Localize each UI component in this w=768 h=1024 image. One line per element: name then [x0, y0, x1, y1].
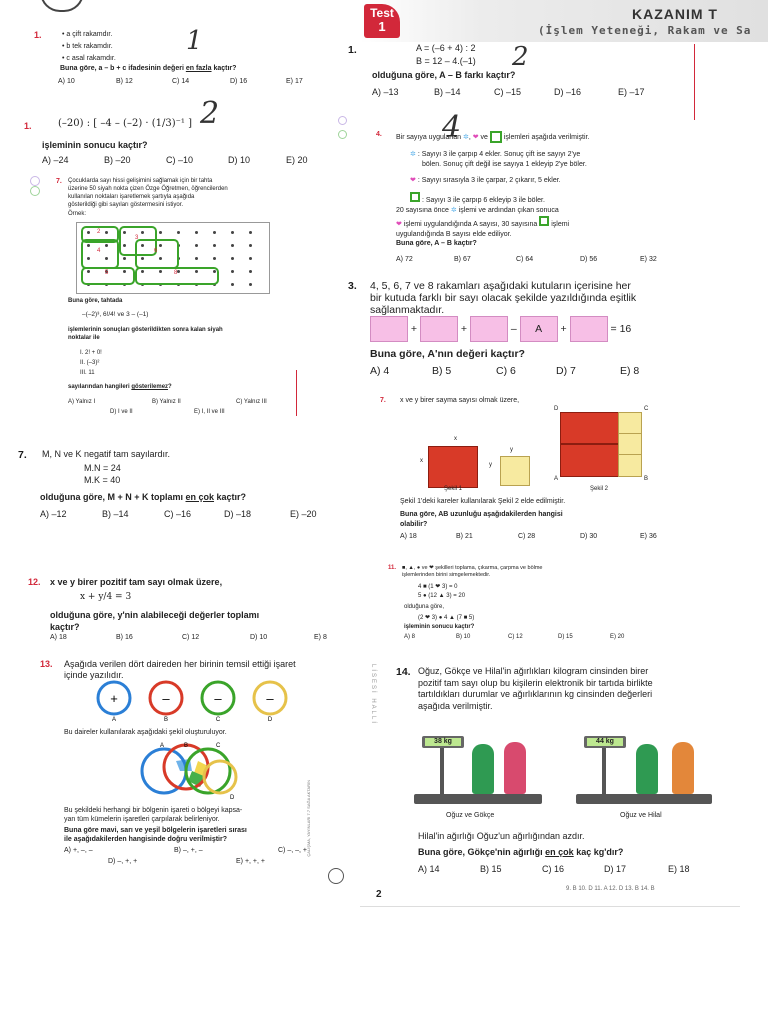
item-list — [80, 348, 102, 378]
option-c[interactable]: C) –10 — [166, 155, 194, 165]
answer-options — [400, 533, 657, 540]
decor-icon — [338, 116, 347, 125]
question-number: 7. — [380, 397, 386, 404]
option-d[interactable]: D) –, +, + — [108, 858, 138, 865]
option-d[interactable]: D) 7 — [556, 365, 576, 377]
scale-1 — [414, 736, 542, 810]
circle-sign: – — [266, 691, 274, 706]
grid-dot — [231, 257, 234, 260]
option-e[interactable]: E) +, +, + — [236, 858, 265, 865]
option-a[interactable]: A) 18 — [400, 533, 417, 540]
answer-options — [42, 155, 308, 165]
question-text: Buna göre, a – b + c ifadesinin değeri en fazla kaçtır? — [60, 65, 237, 72]
math-expression: (–20) : [ –4 – (–2) · (1/3)⁻¹ ] — [58, 118, 193, 129]
child-figure — [636, 744, 658, 794]
test-badge — [364, 4, 400, 38]
answer-options — [108, 858, 265, 865]
question-number: 4. — [376, 131, 382, 138]
scale-display: 38 kg — [425, 738, 461, 746]
option-d[interactable]: D) 17 — [604, 864, 627, 874]
green-square-icon — [410, 192, 420, 202]
grid-dot — [231, 270, 234, 273]
option-c[interactable]: C) 64 — [516, 256, 534, 263]
option-b[interactable]: B) 21 — [456, 533, 473, 540]
rule-item: : Sayıyı 3 ile çarpıp 6 ekleyip 3 ile böler. — [410, 192, 587, 206]
handwritten-mark: 2 — [512, 42, 529, 72]
dot-group — [135, 267, 219, 285]
option-d[interactable]: D) 16 — [230, 78, 248, 85]
option-c[interactable]: C) –, –, + — [278, 847, 307, 854]
equation-list — [418, 583, 465, 601]
option-c[interactable]: C) Yalnız III — [236, 399, 267, 405]
question-text: Bu daireler kullanılarak aşağıdaki şekil oluşturuluyor. — [64, 729, 227, 736]
corner-label: C — [644, 406, 649, 412]
question-text: işlemlerinin sonuçları gösterildikten sonra kalan siyah noktalar ile — [68, 327, 223, 341]
page-divider — [296, 370, 297, 416]
answer-options — [58, 78, 303, 85]
question-number: 1. — [348, 44, 357, 56]
option-b[interactable]: B) 12 — [116, 78, 133, 85]
dot-group-label: 6 — [154, 248, 158, 254]
equation: A = (–6 + 4) : 2 — [416, 43, 476, 53]
answer-options — [418, 864, 690, 874]
question-text: Çocuklarda sayı hissi gelişimini sağlamak için bir tahta üzerine 50 siyah nokta çizen Özge Öğretmen, öğrencilerden kullanılan noktaları işaretlemek şartıyla aşağıda gösterildiği gibi sayıları göstermesini istiyor. — [68, 178, 228, 208]
question-text: Buna göre, A – B kaçtır? — [396, 240, 477, 247]
pink-heart-icon: ❤ — [396, 221, 402, 228]
grid-dot — [249, 283, 252, 286]
question-text: 4, 5, 6, 7 ve 8 rakamları aşağıdaki kutuların içerisine her bir kutuda farklı bir sayı olacak şekilde yazıldığında eşitlik sağlanmaktadır. — [370, 280, 637, 316]
test-number: 1 — [378, 19, 386, 34]
equation: B = 12 – 4.(–1) — [416, 56, 476, 66]
circle-sign: – — [162, 691, 170, 706]
answer-options — [68, 399, 267, 405]
question-text: Buna göre mavi, sarı ve yeşil bölgelerin işaretleri sırası ile aşağıdakilerden hangisinde doğru verilmiştir? — [64, 827, 247, 843]
option-a[interactable]: A) +, –, – — [64, 847, 93, 854]
option-a[interactable]: A) –24 — [42, 155, 69, 165]
equation: M.N = 24 — [84, 463, 121, 473]
option-b[interactable]: B) Yalnız II — [152, 399, 181, 405]
option-b[interactable]: B) –, +, – — [174, 847, 203, 854]
option-a[interactable]: A) Yalnız I — [68, 399, 96, 405]
four-circles-figure — [84, 680, 298, 722]
question-number: 7. — [18, 449, 27, 461]
option-a[interactable]: A) 14 — [418, 864, 440, 874]
option-e[interactable]: E) 8 — [314, 634, 327, 641]
scale-display: 44 kg — [587, 738, 623, 746]
grid-dot — [249, 244, 252, 247]
option-b[interactable]: B) 67 — [454, 256, 471, 263]
page-number: 2 — [376, 889, 382, 900]
figure-caption: Oğuz ve Gökçe — [446, 812, 495, 819]
header-title: KAZANIM T — [632, 6, 718, 22]
side-vertical-text: LİSESİ HALLİ — [370, 664, 376, 726]
option-a[interactable]: A) 8 — [404, 634, 416, 640]
label-x: x — [420, 458, 423, 464]
option-a[interactable]: A) –13 — [372, 87, 399, 97]
label-y: y — [510, 447, 513, 453]
grid-dot — [249, 231, 252, 234]
option-e[interactable]: E) –20 — [290, 509, 317, 519]
empty-box[interactable] — [470, 316, 508, 342]
question-intro: Bir sayıya uygulanan ✲, ❤ ve işlemleri aşağıda verilmiştir. — [396, 131, 589, 143]
answer-options — [50, 634, 327, 641]
answer-options — [404, 634, 624, 640]
yellow-square-y — [500, 456, 530, 486]
question-text: Buna göre, AB uzunluğu aşağıdakilerden hangisi olabilir? — [400, 511, 563, 528]
blue-star-icon: ✲ — [462, 133, 469, 141]
dot-group-label: 2 — [97, 228, 101, 235]
option-a[interactable]: A) –12 — [40, 509, 67, 519]
rule-item: ✲ : Sayıyı 3 ile çarpıp 4 ekler. Sonuç çift ise sayıyı 2'ye — [410, 151, 581, 158]
dot-group — [81, 267, 135, 285]
publisher-logo-icon — [328, 868, 344, 884]
green-square-icon — [490, 131, 502, 143]
circle-label: B — [163, 717, 169, 722]
grid-dot — [123, 257, 126, 260]
list-item: I. 2! + 0! — [80, 350, 102, 356]
grid-dot — [159, 231, 162, 234]
option-e[interactable]: E) 17 — [286, 78, 303, 85]
scale-2 — [576, 736, 712, 810]
dot-group — [81, 239, 119, 269]
list-item: II. (–3)² — [80, 360, 100, 366]
option-e[interactable]: E) 32 — [640, 256, 657, 263]
question-number: 7. — [56, 178, 62, 185]
equation-boxes: + + – A + = 16 — [370, 316, 631, 342]
option-c[interactable]: C) –16 — [164, 509, 192, 519]
decor-arc — [40, 0, 84, 12]
circle-sign: – — [214, 691, 222, 706]
circle-label: C — [215, 717, 221, 722]
green-square-icon — [539, 216, 549, 226]
question-number: 1. — [24, 121, 32, 131]
option-c[interactable]: C) 6 — [496, 365, 516, 377]
option-c[interactable]: C) 28 — [518, 533, 536, 540]
region-label: A — [160, 743, 165, 749]
handwritten-mark: 2 — [200, 96, 220, 131]
handwritten-mark: 4 — [442, 110, 462, 145]
rule-list — [410, 150, 587, 206]
rule-item: bölen. Sonuç çift değil ise sayıya 1 ekleyip 2'ye böler. — [422, 161, 587, 168]
option-c[interactable]: C) 12 — [508, 634, 523, 640]
handwritten-mark: 1 — [186, 26, 203, 56]
empty-box[interactable] — [570, 316, 608, 342]
grid-dot — [195, 231, 198, 234]
option-c[interactable]: C) 14 — [172, 78, 190, 85]
red-square-x — [428, 446, 478, 488]
section-divider — [360, 906, 740, 907]
box-a[interactable]: A — [520, 316, 558, 342]
rule-item: ❤ : Sayıyı sırasıyla 3 ile çarpar, 2 çıkarır, 5 ekler. — [410, 177, 561, 184]
option-e[interactable]: E) 20 — [286, 155, 308, 165]
question-text: Hilal'in ağırlığı Oğuz'un ağırlığından azdır. — [418, 831, 585, 841]
question-number: 1. — [34, 30, 42, 40]
label-x: x — [454, 436, 457, 442]
answer-options — [372, 87, 645, 97]
side-vertical-text: ÇALIŞMA, YAYINLARI 7.7 SAĞA AKTARIN — [306, 780, 311, 857]
region-label: D — [230, 795, 235, 801]
figure-caption: Oğuz ve Hilal — [620, 812, 662, 819]
figure-caption: Şekil 2 — [590, 486, 609, 492]
option-d[interactable]: D) 10 — [228, 155, 251, 165]
option-b[interactable]: B) 5 — [432, 365, 452, 377]
grid-dot — [213, 257, 216, 260]
grid-dot — [231, 244, 234, 247]
option-e[interactable]: E) 8 — [620, 365, 640, 377]
grid-dot — [195, 257, 198, 260]
dot-group — [135, 239, 179, 269]
decor-icon — [30, 176, 40, 186]
option-e[interactable]: E) 18 — [668, 864, 690, 874]
decor-icon — [338, 130, 347, 139]
child-figure — [504, 742, 526, 794]
option-d[interactable]: D) –18 — [224, 509, 252, 519]
question-text: Bu şekildeki herhangi bir bölgenin işareti o bölgeyi kapsa- yan tüm kümelerin işaretleri çarpılarak belirleniyor. — [64, 807, 243, 823]
grid-dot — [231, 283, 234, 286]
dot-group-label: 4 — [97, 248, 101, 254]
empty-box[interactable] — [420, 316, 458, 342]
option-c[interactable]: C) 16 — [542, 864, 565, 874]
grid-dot — [213, 244, 216, 247]
equation-result: = 16 — [610, 322, 632, 335]
math-expression: (2 ❤ 3) ● 4 ▲ (7 ■ 5) — [418, 615, 475, 621]
circle-label: A — [111, 717, 117, 722]
question-intro: x ve y birer pozitif tam sayı olmak üzere, — [50, 577, 223, 587]
option-d[interactable]: D) 56 — [580, 256, 598, 263]
option-a[interactable]: A) 4 — [370, 365, 390, 377]
grid-dot — [249, 270, 252, 273]
answer-options — [396, 256, 657, 263]
question-text: olduğuna göre, y'nin alabileceği değerler toplamı kaçtır? — [50, 610, 260, 632]
list-item: • a çift rakamdır. — [62, 31, 113, 38]
corner-label: B — [644, 476, 649, 482]
question-number: 11. — [388, 565, 397, 571]
dot-group-label: 5 — [105, 270, 109, 276]
option-d[interactable]: D) I ve II — [110, 409, 133, 415]
region-label: C — [216, 743, 221, 749]
question-text: işleminin sonucu kaçtır? — [404, 624, 475, 630]
option-a[interactable]: A) 18 — [50, 634, 67, 641]
question-text: Buna göre, A'nın değeri kaçtır? — [370, 348, 525, 360]
dot-group-label: 8 — [174, 270, 178, 276]
region-label: B — [184, 743, 189, 749]
equation: 4 ■ (1 ❤ 3) = 0 — [418, 584, 458, 590]
child-figure — [672, 742, 694, 794]
answer-options — [64, 847, 307, 854]
grid-dot — [231, 231, 234, 234]
option-d[interactable]: D) –16 — [554, 87, 582, 97]
option-e[interactable]: E) –17 — [618, 87, 645, 97]
grid-dot — [249, 257, 252, 260]
option-b[interactable]: B) –14 — [434, 87, 461, 97]
circle-sign: + — [110, 691, 118, 706]
grid-dot — [195, 244, 198, 247]
figure-caption: Şekil 1 — [444, 486, 463, 492]
option-b[interactable]: B) 16 — [116, 634, 133, 641]
blue-star-icon: ✲ — [450, 207, 457, 214]
option-d[interactable]: D) 30 — [580, 533, 598, 540]
pink-heart-icon: ❤ — [472, 133, 479, 141]
pink-heart-icon: ❤ — [410, 177, 416, 184]
list-item: • c asal rakamdır. — [62, 55, 116, 62]
list-item: III. 11 — [80, 370, 95, 376]
grid-dot — [213, 231, 216, 234]
header-subtitle: (İşlem Yeteneği, Rakam ve Sa — [538, 24, 752, 37]
question-text: Oğuz, Gökçe ve Hilal'in ağırlıkları kilogram cinsinden birer pozitif tam sayı olup bu kişilerin elektronik bir tartıda birlikte tartıldıkları durumlar ve ağırlıklarının kg cinsinden değerleri aşağıda verilmiştir. — [418, 666, 653, 711]
test-label: Test — [370, 6, 394, 20]
example-label: Örnek: — [68, 211, 87, 217]
circle-label: D — [267, 717, 273, 722]
math-expression: x + y/4 = 3 — [80, 592, 132, 602]
child-figure — [472, 744, 494, 794]
list-item: • b tek rakamdır. — [62, 43, 113, 50]
question-text: 20 sayısına önce ✲ işlemi ve ardından çıkan sonuca ❤ işlemi uygulandığında A sayısı, 30 sayısına işlemi uygulandığında B sayısı elde ediliyor. — [396, 207, 570, 238]
question-number: 12. — [28, 577, 41, 587]
option-a[interactable]: A) 72 — [396, 256, 413, 263]
dot-group-label: 3 — [135, 235, 139, 241]
question-text: Buna göre, tahtada — [68, 298, 123, 304]
option-a[interactable]: A) 10 — [58, 78, 75, 85]
option-b[interactable]: B) 10 — [456, 634, 471, 640]
option-d[interactable]: D) 10 — [250, 634, 268, 641]
question-text: olduğuna göre, M + N + K toplamı en çok kaçtır? — [40, 492, 247, 502]
option-e[interactable]: E) I, II ve III — [194, 409, 225, 415]
grid-dot — [177, 231, 180, 234]
corner-label: A — [554, 476, 559, 482]
option-b[interactable]: B) –20 — [104, 155, 131, 165]
option-e[interactable]: E) 20 — [610, 634, 625, 640]
option-c[interactable]: C) –15 — [494, 87, 522, 97]
corner-label: D — [554, 406, 559, 412]
answer-options — [370, 365, 639, 377]
dot-grid-board — [76, 222, 270, 294]
option-e[interactable]: E) 36 — [640, 533, 657, 540]
option-c[interactable]: C) 12 — [182, 634, 200, 641]
math-expression: –(–2)³, 6!/4! ve 3 – (–1) — [82, 311, 149, 318]
empty-box[interactable] — [370, 316, 408, 342]
question-text: Buna göre, Gökçe'nin ağırlığı en çok kaç kg'dır? — [418, 847, 624, 857]
answer-options — [40, 509, 317, 519]
label-y: y — [489, 462, 492, 468]
answer-options — [110, 409, 225, 415]
overlapping-circles-figure — [136, 741, 246, 801]
question-text: işleminin sonucu kaçtır? — [42, 140, 148, 150]
option-b[interactable]: B) 15 — [480, 864, 502, 874]
equation: M.K = 40 — [84, 475, 121, 485]
decor-icon — [30, 186, 40, 196]
question-text: sayılarından hangileri gösterilemez? — [68, 384, 172, 390]
question-intro: Aşağıda verilen dört daireden her birinin temsil ettiği işaret içinde yazılıdır. — [64, 659, 296, 680]
question-intro: x ve y birer sayma sayısı olmak üzere, — [400, 397, 520, 404]
question-intro: ■, ▲, ● ve ❤ şekilleri toplama, çıkarma, çarpma ve bölme işlemlerinden birini simgelemektedir. — [402, 565, 543, 578]
question-text: olduğuna göre, A – B farkı kaçtır? — [372, 70, 516, 80]
question-text: Şekil 1'deki kareler kullanılarak Şekil 2 elde edilmiştir. — [400, 498, 566, 505]
page-divider — [694, 44, 695, 120]
bullet-list — [62, 29, 116, 65]
option-b[interactable]: B) –14 — [102, 509, 129, 519]
question-intro: M, N ve K negatif tam sayılardır. — [42, 449, 171, 459]
option-d[interactable]: D) 15 — [558, 634, 573, 640]
question-text: olduğuna göre, — [404, 604, 445, 610]
equation: 5 ● (12 ▲ 3) = 20 — [418, 593, 466, 599]
answer-key: 9. B 10. D 11. A 12. D 13. B 14. B — [566, 886, 655, 892]
blue-star-icon: ✲ — [410, 151, 416, 158]
question-number: 14. — [396, 666, 411, 678]
question-number: 13. — [40, 659, 53, 669]
shape-2 — [560, 412, 642, 476]
question-number: 3. — [348, 280, 357, 292]
